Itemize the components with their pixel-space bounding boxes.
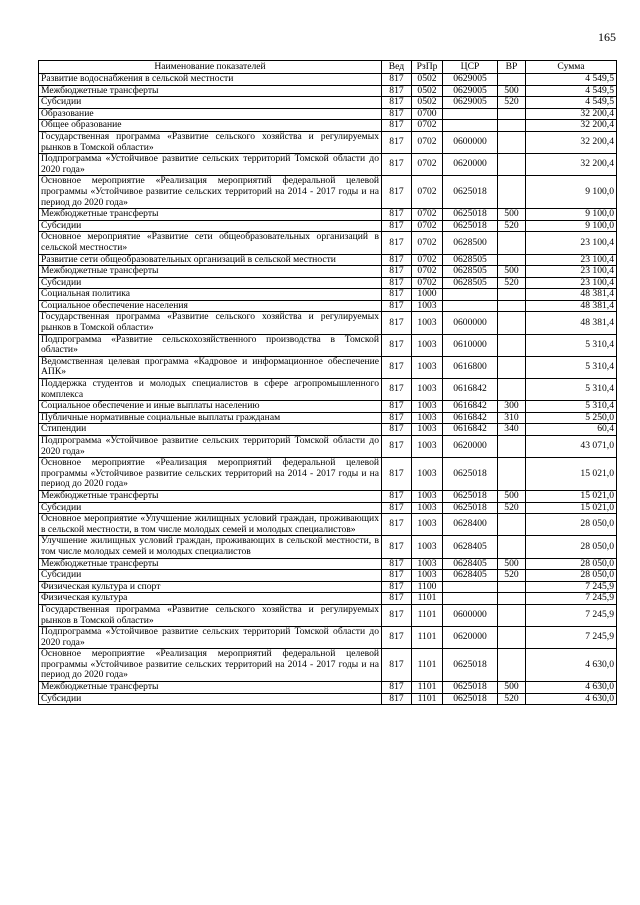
table-row (39, 154, 617, 176)
cell-vr (498, 131, 526, 153)
cell-name: Субсидии (39, 277, 382, 289)
cell-ved: 817 (382, 490, 412, 502)
cell-ved: 817 (382, 254, 412, 266)
table-row (39, 85, 617, 97)
table-row (39, 289, 617, 301)
cell-rzpr: 1003 (412, 312, 443, 334)
table-row (39, 502, 617, 514)
cell-name: Поддержка студентов и молодых специалистов в сфере агропромышленного комплекса (39, 379, 382, 401)
cell-name: Межбюджетные трансферты (39, 682, 382, 694)
header-sum: Сумма (526, 61, 617, 74)
cell-vr (498, 536, 526, 558)
cell-rzpr: 0702 (412, 277, 443, 289)
cell-ved: 817 (382, 209, 412, 221)
cell-ved: 817 (382, 436, 412, 458)
table-row (39, 379, 617, 401)
cell-ved: 817 (382, 570, 412, 582)
table-row (39, 266, 617, 278)
cell-rzpr: 1101 (412, 693, 443, 705)
cell-csr: 0628505 (443, 277, 498, 289)
cell-csr: 0628405 (443, 558, 498, 570)
cell-sum: 28 050,0 (526, 570, 617, 582)
cell-rzpr: 1003 (412, 424, 443, 436)
cell-name: Субсидии (39, 97, 382, 109)
cell-ved: 817 (382, 289, 412, 301)
table-row (39, 254, 617, 266)
cell-rzpr: 1003 (412, 558, 443, 570)
cell-vr (498, 334, 526, 356)
cell-csr: 0628505 (443, 254, 498, 266)
cell-rzpr: 0702 (412, 232, 443, 254)
cell-rzpr: 0700 (412, 108, 443, 120)
table-row (39, 412, 617, 424)
cell-ved: 817 (382, 536, 412, 558)
cell-ved: 817 (382, 693, 412, 705)
cell-name: Основное мероприятие «Развитие сети общеобразовательных организаций в сельской местности» (39, 232, 382, 254)
cell-ved: 817 (382, 604, 412, 626)
header-ved: Вед (382, 61, 412, 74)
cell-sum: 5 310,4 (526, 356, 617, 378)
cell-name: Межбюджетные трансферты (39, 85, 382, 97)
cell-vr: 500 (498, 682, 526, 694)
cell-csr: 0620000 (443, 154, 498, 176)
cell-name: Социальная политика (39, 289, 382, 301)
cell-sum: 9 100,0 (526, 176, 617, 209)
cell-sum: 15 021,0 (526, 490, 617, 502)
cell-vr: 520 (498, 220, 526, 232)
cell-ved: 817 (382, 514, 412, 536)
table-row (39, 108, 617, 120)
cell-vr (498, 627, 526, 649)
cell-ved: 817 (382, 312, 412, 334)
cell-sum: 7 245,9 (526, 627, 617, 649)
cell-name: Социальное обеспечение и иные выплаты населению (39, 401, 382, 413)
cell-csr: 0600000 (443, 131, 498, 153)
header-row (39, 61, 617, 74)
cell-sum: 4 630,0 (526, 693, 617, 705)
cell-rzpr: 0702 (412, 154, 443, 176)
cell-rzpr: 1003 (412, 334, 443, 356)
cell-vr: 500 (498, 558, 526, 570)
cell-vr (498, 356, 526, 378)
cell-csr: 0625018 (443, 502, 498, 514)
table-row (39, 604, 617, 626)
cell-ved: 817 (382, 412, 412, 424)
cell-vr (498, 436, 526, 458)
cell-rzpr: 1101 (412, 593, 443, 605)
cell-vr: 310 (498, 412, 526, 424)
cell-rzpr: 1003 (412, 490, 443, 502)
cell-ved: 817 (382, 334, 412, 356)
cell-sum: 4 549,5 (526, 97, 617, 109)
cell-ved: 817 (382, 300, 412, 312)
cell-sum: 43 071,0 (526, 436, 617, 458)
cell-name: Субсидии (39, 502, 382, 514)
cell-ved: 817 (382, 458, 412, 491)
cell-sum: 4 630,0 (526, 649, 617, 682)
table-row (39, 570, 617, 582)
cell-name: Подпрограмма «Развитие сельскохозяйственного производства в Томской области» (39, 334, 382, 356)
table-row (39, 490, 617, 502)
table-row (39, 97, 617, 109)
table-row (39, 693, 617, 705)
cell-rzpr: 0702 (412, 176, 443, 209)
cell-sum: 23 100,4 (526, 277, 617, 289)
table-row (39, 334, 617, 356)
cell-ved: 817 (382, 627, 412, 649)
table-row (39, 74, 617, 86)
table-row (39, 424, 617, 436)
cell-rzpr: 0702 (412, 209, 443, 221)
table-row (39, 536, 617, 558)
cell-sum: 7 245,9 (526, 593, 617, 605)
cell-ved: 817 (382, 424, 412, 436)
cell-csr (443, 593, 498, 605)
cell-rzpr: 1101 (412, 627, 443, 649)
cell-vr: 520 (498, 97, 526, 109)
cell-name: Общее образование (39, 120, 382, 132)
cell-rzpr: 1101 (412, 649, 443, 682)
table-row (39, 682, 617, 694)
cell-csr: 0600000 (443, 312, 498, 334)
cell-csr: 0610000 (443, 334, 498, 356)
table-row (39, 593, 617, 605)
cell-sum: 48 381,4 (526, 300, 617, 312)
cell-csr: 0628405 (443, 570, 498, 582)
cell-ved: 817 (382, 277, 412, 289)
cell-ved: 817 (382, 649, 412, 682)
cell-csr (443, 581, 498, 593)
cell-vr (498, 514, 526, 536)
cell-rzpr: 0702 (412, 120, 443, 132)
cell-name: Основное мероприятие «Реализация мероприятий федеральной целевой программы «Устойчивое развитие сельских территорий на 2014 - 2017 годы и на период до 2020 года» (39, 458, 382, 491)
table-row (39, 209, 617, 221)
cell-rzpr: 1101 (412, 682, 443, 694)
cell-ved: 817 (382, 581, 412, 593)
cell-sum: 23 100,4 (526, 266, 617, 278)
cell-sum: 32 200,4 (526, 120, 617, 132)
cell-rzpr: 0502 (412, 74, 443, 86)
cell-rzpr: 1003 (412, 412, 443, 424)
cell-sum: 5 250,0 (526, 412, 617, 424)
cell-vr (498, 581, 526, 593)
cell-name: Субсидии (39, 570, 382, 582)
table-row (39, 131, 617, 153)
cell-sum: 9 100,0 (526, 220, 617, 232)
cell-csr: 0616842 (443, 379, 498, 401)
cell-ved: 817 (382, 120, 412, 132)
header-csr: ЦСР (443, 61, 498, 74)
cell-vr (498, 289, 526, 301)
cell-vr: 340 (498, 424, 526, 436)
cell-vr (498, 74, 526, 86)
cell-rzpr: 1000 (412, 289, 443, 301)
header-name: Наименование показателей (39, 61, 382, 74)
cell-vr: 500 (498, 209, 526, 221)
cell-csr (443, 289, 498, 301)
table-row (39, 220, 617, 232)
cell-ved: 817 (382, 356, 412, 378)
cell-csr: 0625018 (443, 458, 498, 491)
cell-vr (498, 300, 526, 312)
cell-ved: 817 (382, 220, 412, 232)
table-row (39, 627, 617, 649)
cell-vr (498, 593, 526, 605)
cell-vr: 500 (498, 266, 526, 278)
cell-sum: 4 630,0 (526, 682, 617, 694)
cell-sum: 48 381,4 (526, 289, 617, 301)
cell-rzpr: 1003 (412, 570, 443, 582)
cell-rzpr: 1003 (412, 536, 443, 558)
table-row (39, 356, 617, 378)
cell-sum: 60,4 (526, 424, 617, 436)
header-rzpr: РзПр (412, 61, 443, 74)
cell-sum: 4 549,5 (526, 85, 617, 97)
table-row (39, 312, 617, 334)
cell-rzpr: 1003 (412, 458, 443, 491)
cell-vr: 500 (498, 490, 526, 502)
cell-rzpr: 1003 (412, 300, 443, 312)
cell-rzpr: 1003 (412, 401, 443, 413)
cell-rzpr: 0702 (412, 220, 443, 232)
cell-ved: 817 (382, 558, 412, 570)
cell-name: Физическая культура (39, 593, 382, 605)
cell-name: Социальное обеспечение населения (39, 300, 382, 312)
cell-csr: 0629005 (443, 74, 498, 86)
cell-ved: 817 (382, 108, 412, 120)
cell-csr (443, 120, 498, 132)
cell-name: Подпрограмма «Устойчивое развитие сельских территорий Томской области до 2020 года» (39, 627, 382, 649)
cell-csr: 0620000 (443, 627, 498, 649)
cell-name: Межбюджетные трансферты (39, 558, 382, 570)
cell-rzpr: 1101 (412, 604, 443, 626)
cell-name: Физическая культура и спорт (39, 581, 382, 593)
cell-rzpr: 0502 (412, 97, 443, 109)
cell-vr: 300 (498, 401, 526, 413)
cell-rzpr: 1003 (412, 502, 443, 514)
cell-csr: 0625018 (443, 682, 498, 694)
cell-csr: 0616842 (443, 424, 498, 436)
cell-ved: 817 (382, 85, 412, 97)
cell-sum: 15 021,0 (526, 458, 617, 491)
cell-name: Стипендии (39, 424, 382, 436)
cell-vr: 500 (498, 85, 526, 97)
cell-rzpr: 1003 (412, 436, 443, 458)
cell-name: Ведомственная целевая программа «Кадровое и информационное обеспечение АПК» (39, 356, 382, 378)
page-number: 165 (598, 30, 616, 44)
cell-sum: 32 200,4 (526, 131, 617, 153)
cell-rzpr: 0702 (412, 266, 443, 278)
cell-csr: 0616842 (443, 412, 498, 424)
cell-sum: 5 310,4 (526, 334, 617, 356)
cell-rzpr: 1100 (412, 581, 443, 593)
cell-vr (498, 604, 526, 626)
cell-csr: 0629005 (443, 97, 498, 109)
table-row (39, 558, 617, 570)
table-row (39, 649, 617, 682)
cell-ved: 817 (382, 154, 412, 176)
cell-name: Развитие водоснабжения в сельской местности (39, 74, 382, 86)
cell-name: Государственная программа «Развитие сельского хозяйства и регулируемых рынков в Томской области» (39, 131, 382, 153)
cell-csr: 0600000 (443, 604, 498, 626)
cell-csr: 0625018 (443, 490, 498, 502)
cell-sum: 7 245,9 (526, 604, 617, 626)
cell-csr: 0628505 (443, 266, 498, 278)
table-row (39, 436, 617, 458)
table-row (39, 176, 617, 209)
cell-name: Субсидии (39, 693, 382, 705)
cell-ved: 817 (382, 266, 412, 278)
budget-table (38, 60, 617, 705)
cell-csr: 0625018 (443, 176, 498, 209)
cell-vr (498, 232, 526, 254)
cell-ved: 817 (382, 232, 412, 254)
cell-name: Межбюджетные трансферты (39, 266, 382, 278)
cell-csr: 0625018 (443, 693, 498, 705)
cell-ved: 817 (382, 682, 412, 694)
cell-csr: 0620000 (443, 436, 498, 458)
cell-sum: 23 100,4 (526, 232, 617, 254)
cell-name: Основное мероприятие «Улучшение жилищных условий граждан, проживающих в сельской местности, в том числе молодых семей и молодых специалистов» (39, 514, 382, 536)
cell-sum: 28 050,0 (526, 558, 617, 570)
cell-csr: 0629005 (443, 85, 498, 97)
cell-ved: 817 (382, 593, 412, 605)
cell-name: Развитие сети общеобразовательных организаций в сельской местности (39, 254, 382, 266)
cell-vr (498, 649, 526, 682)
cell-csr: 0625018 (443, 649, 498, 682)
table-row (39, 232, 617, 254)
cell-csr: 0616842 (443, 401, 498, 413)
cell-vr (498, 108, 526, 120)
cell-name: Публичные нормативные социальные выплаты гражданам (39, 412, 382, 424)
cell-name: Улучшение жилищных условий граждан, проживающих в сельской местности, в том числе молодых семей и молодых специалистов (39, 536, 382, 558)
cell-sum: 9 100,0 (526, 209, 617, 221)
cell-vr: 520 (498, 502, 526, 514)
cell-sum: 32 200,4 (526, 108, 617, 120)
cell-csr: 0625018 (443, 209, 498, 221)
cell-ved: 817 (382, 502, 412, 514)
cell-sum: 5 310,4 (526, 379, 617, 401)
cell-name: Межбюджетные трансферты (39, 209, 382, 221)
cell-name: Основное мероприятие «Реализация мероприятий федеральной целевой программы «Устойчивое развитие сельских территорий на 2014 - 2017 годы и на период до 2020 года» (39, 649, 382, 682)
cell-csr: 0628500 (443, 232, 498, 254)
cell-rzpr: 0702 (412, 131, 443, 153)
cell-ved: 817 (382, 131, 412, 153)
table-row (39, 514, 617, 536)
cell-sum: 15 021,0 (526, 502, 617, 514)
cell-vr (498, 379, 526, 401)
cell-sum: 7 245,9 (526, 581, 617, 593)
cell-sum: 4 549,5 (526, 74, 617, 86)
header-vr: ВР (498, 61, 526, 74)
cell-name: Образование (39, 108, 382, 120)
cell-name: Основное мероприятие «Реализация мероприятий федеральной целевой программы «Устойчивое развитие сельских территорий на 2014 - 2017 годы и на период до 2020 года» (39, 176, 382, 209)
cell-rzpr: 1003 (412, 379, 443, 401)
cell-csr: 0625018 (443, 220, 498, 232)
cell-csr: 0628400 (443, 514, 498, 536)
cell-csr: 0616800 (443, 356, 498, 378)
cell-ved: 817 (382, 379, 412, 401)
cell-name: Государственная программа «Развитие сельского хозяйства и регулируемых рынков в Томской области» (39, 604, 382, 626)
cell-sum: 5 310,4 (526, 401, 617, 413)
cell-vr (498, 312, 526, 334)
cell-name: Государственная программа «Развитие сельского хозяйства и регулируемых рынков в Томской области» (39, 312, 382, 334)
table-row (39, 581, 617, 593)
cell-sum: 48 381,4 (526, 312, 617, 334)
table-row (39, 277, 617, 289)
cell-ved: 817 (382, 97, 412, 109)
cell-vr: 520 (498, 277, 526, 289)
cell-name: Подпрограмма «Устойчивое развитие сельских территорий Томской области до 2020 года» (39, 154, 382, 176)
cell-ved: 817 (382, 401, 412, 413)
cell-rzpr: 1003 (412, 514, 443, 536)
cell-csr (443, 300, 498, 312)
cell-ved: 817 (382, 74, 412, 86)
cell-vr (498, 120, 526, 132)
table-row (39, 300, 617, 312)
table-row (39, 120, 617, 132)
cell-sum: 32 200,4 (526, 154, 617, 176)
cell-name: Межбюджетные трансферты (39, 490, 382, 502)
cell-vr (498, 254, 526, 266)
cell-vr: 520 (498, 570, 526, 582)
cell-csr (443, 108, 498, 120)
cell-rzpr: 0502 (412, 85, 443, 97)
cell-name: Подпрограмма «Устойчивое развитие сельских территорий Томской области до 2020 года» (39, 436, 382, 458)
table-row (39, 458, 617, 491)
cell-vr (498, 154, 526, 176)
cell-sum: 28 050,0 (526, 514, 617, 536)
cell-rzpr: 1003 (412, 356, 443, 378)
cell-vr (498, 176, 526, 209)
table-row (39, 401, 617, 413)
cell-vr: 520 (498, 693, 526, 705)
cell-ved: 817 (382, 176, 412, 209)
cell-csr: 0628405 (443, 536, 498, 558)
cell-rzpr: 0702 (412, 254, 443, 266)
cell-name: Субсидии (39, 220, 382, 232)
cell-vr (498, 458, 526, 491)
cell-sum: 28 050,0 (526, 536, 617, 558)
cell-sum: 23 100,4 (526, 254, 617, 266)
